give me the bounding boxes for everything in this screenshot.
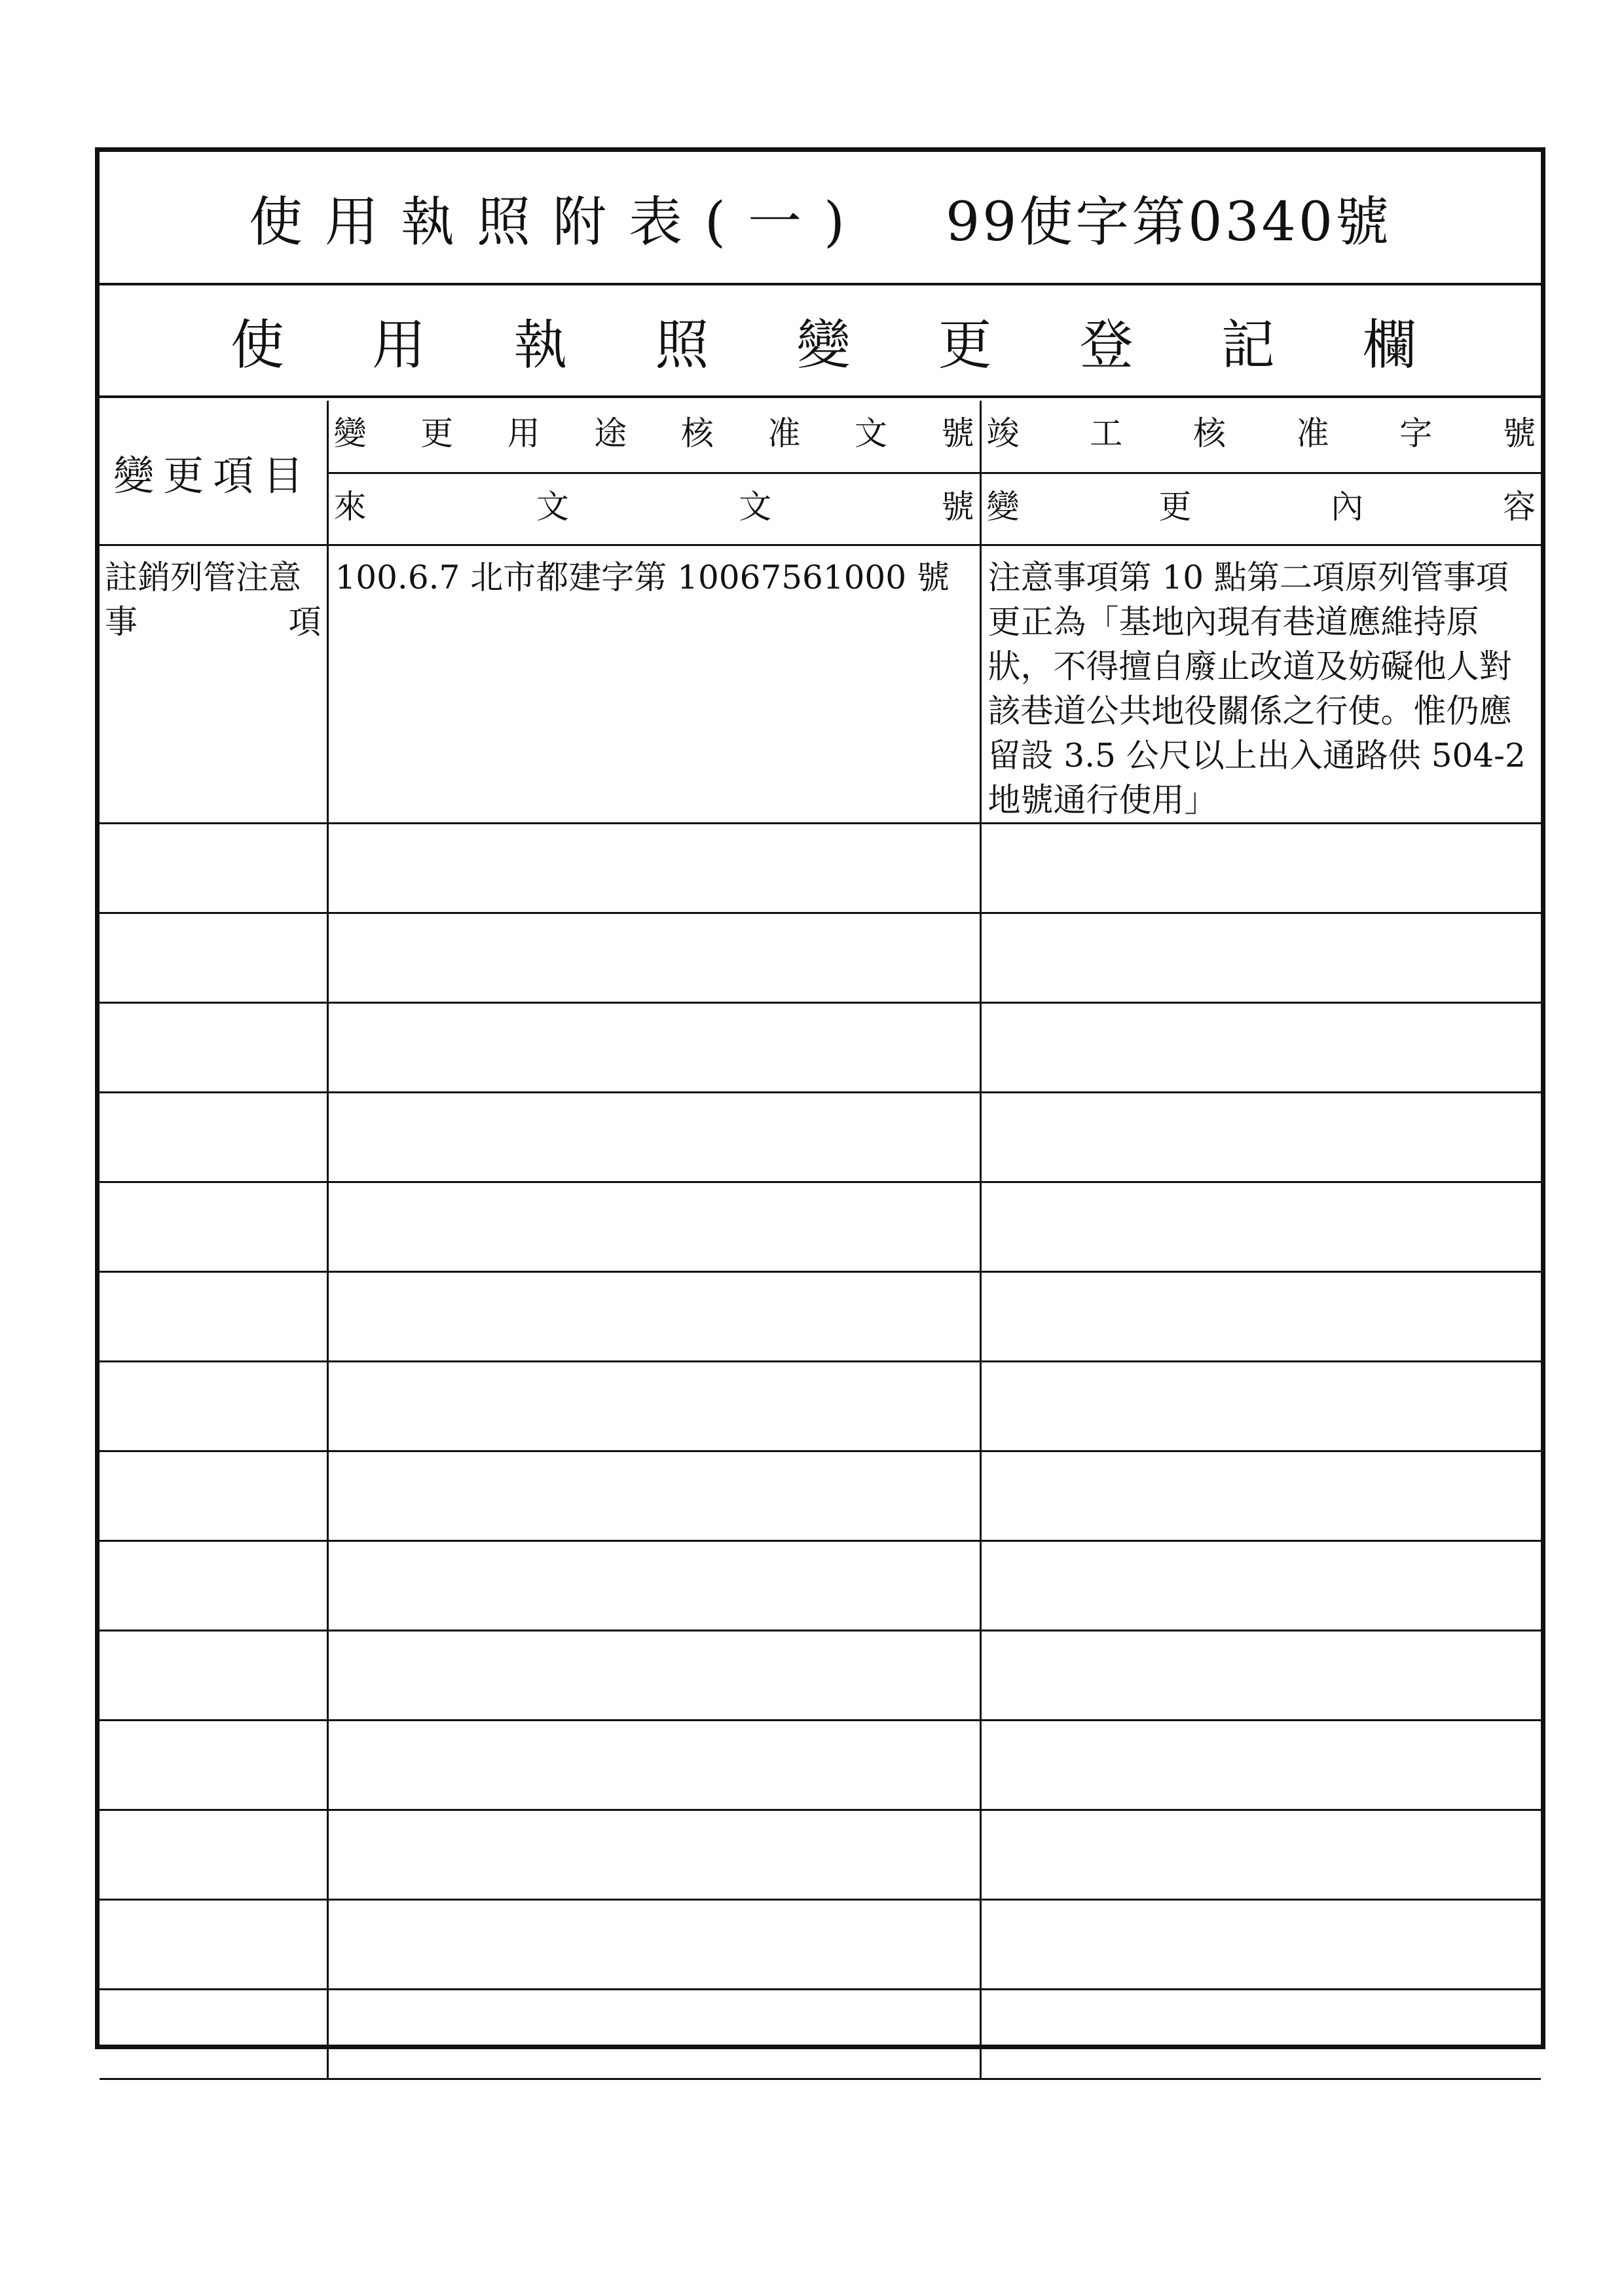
empty-rows [100, 823, 1541, 2079]
empty-table-row [100, 1182, 1541, 1271]
header-incoming-doc-no: 來 文 文 號 [327, 473, 980, 545]
empty-cell [327, 1271, 980, 1361]
empty-cell [100, 1271, 327, 1361]
header-row-1 [100, 401, 1541, 473]
empty-cell [980, 1271, 1541, 1361]
table-row [100, 545, 1541, 823]
empty-cell [980, 1361, 1541, 1451]
empty-cell [327, 1361, 980, 1451]
empty-table-row [100, 913, 1541, 1002]
empty-cell [100, 1989, 327, 2079]
change-register-table [100, 401, 1541, 2080]
empty-cell [100, 1720, 327, 1810]
empty-table-row [100, 823, 1541, 913]
empty-cell [100, 1810, 327, 1899]
empty-table-row [100, 1002, 1541, 1092]
empty-table-row [100, 1451, 1541, 1540]
empty-cell [980, 1002, 1541, 1092]
empty-cell [980, 1451, 1541, 1540]
empty-table-row [100, 1810, 1541, 1899]
empty-cell [327, 1002, 980, 1092]
empty-cell [100, 913, 327, 1002]
empty-table-row [100, 1630, 1541, 1720]
empty-cell [100, 823, 327, 913]
empty-table-row [100, 1899, 1541, 1989]
empty-table-row [100, 1361, 1541, 1451]
empty-cell [327, 823, 980, 913]
empty-cell [100, 1361, 327, 1451]
header-change-content: 變 更 內 容 [980, 473, 1541, 545]
header-usage-change-no: 變 更 用 途 核 准 文 號 [327, 401, 980, 473]
empty-cell [100, 1002, 327, 1092]
empty-cell [980, 1182, 1541, 1271]
empty-cell [100, 1630, 327, 1720]
page-title [100, 152, 1541, 285]
empty-cell [327, 1092, 980, 1182]
doc-no-cell: 100.6.7 北市都建字第 10067561000 號 [327, 545, 980, 823]
empty-cell [100, 1451, 327, 1540]
empty-cell [327, 1540, 980, 1630]
empty-cell [327, 1899, 980, 1989]
empty-cell [327, 1630, 980, 1720]
header-change-item: 變更項目 [100, 401, 327, 545]
empty-cell [980, 1092, 1541, 1182]
empty-cell [327, 1451, 980, 1540]
empty-cell [980, 1720, 1541, 1810]
header-completion-no: 竣 工 核 准 字 號 [980, 401, 1541, 473]
empty-table-row [100, 1271, 1541, 1361]
change-content-cell: 注意事項第 10 點第二項原列管事項更正為「基地內現有巷道應維持原狀，不得擅自廢止改道及妨礙他人對該巷道公共地役關係之行使。惟仍應留設 3.5 公尺以上出入通路供 504-2地號通行使用」 [980, 545, 1541, 823]
empty-table-row [100, 1720, 1541, 1810]
license-number: 99使字第0340號 [945, 191, 1392, 253]
section-title: 使 用 執 照 變 更 登 記 欄 [100, 285, 1541, 398]
empty-cell [980, 1540, 1541, 1630]
empty-table-row [100, 1989, 1541, 2079]
register-frame [95, 147, 1545, 2049]
empty-table-row [100, 1092, 1541, 1182]
empty-cell [980, 1989, 1541, 2079]
empty-cell [327, 1182, 980, 1271]
empty-table-row [100, 1540, 1541, 1630]
empty-cell [100, 1899, 327, 1989]
empty-cell [327, 913, 980, 1002]
empty-cell [980, 1810, 1541, 1899]
empty-cell [980, 1630, 1541, 1720]
empty-cell [327, 1810, 980, 1899]
title-main: 使用執照附表(一) [248, 191, 867, 253]
empty-cell [980, 823, 1541, 913]
empty-cell [100, 1092, 327, 1182]
empty-cell [327, 1720, 980, 1810]
change-item-cell: 註銷列管注意 事 項 [100, 545, 327, 823]
empty-cell [100, 1182, 327, 1271]
empty-cell [100, 1540, 327, 1630]
empty-cell [980, 1899, 1541, 1989]
empty-cell [327, 1989, 980, 2079]
empty-cell [980, 913, 1541, 1002]
